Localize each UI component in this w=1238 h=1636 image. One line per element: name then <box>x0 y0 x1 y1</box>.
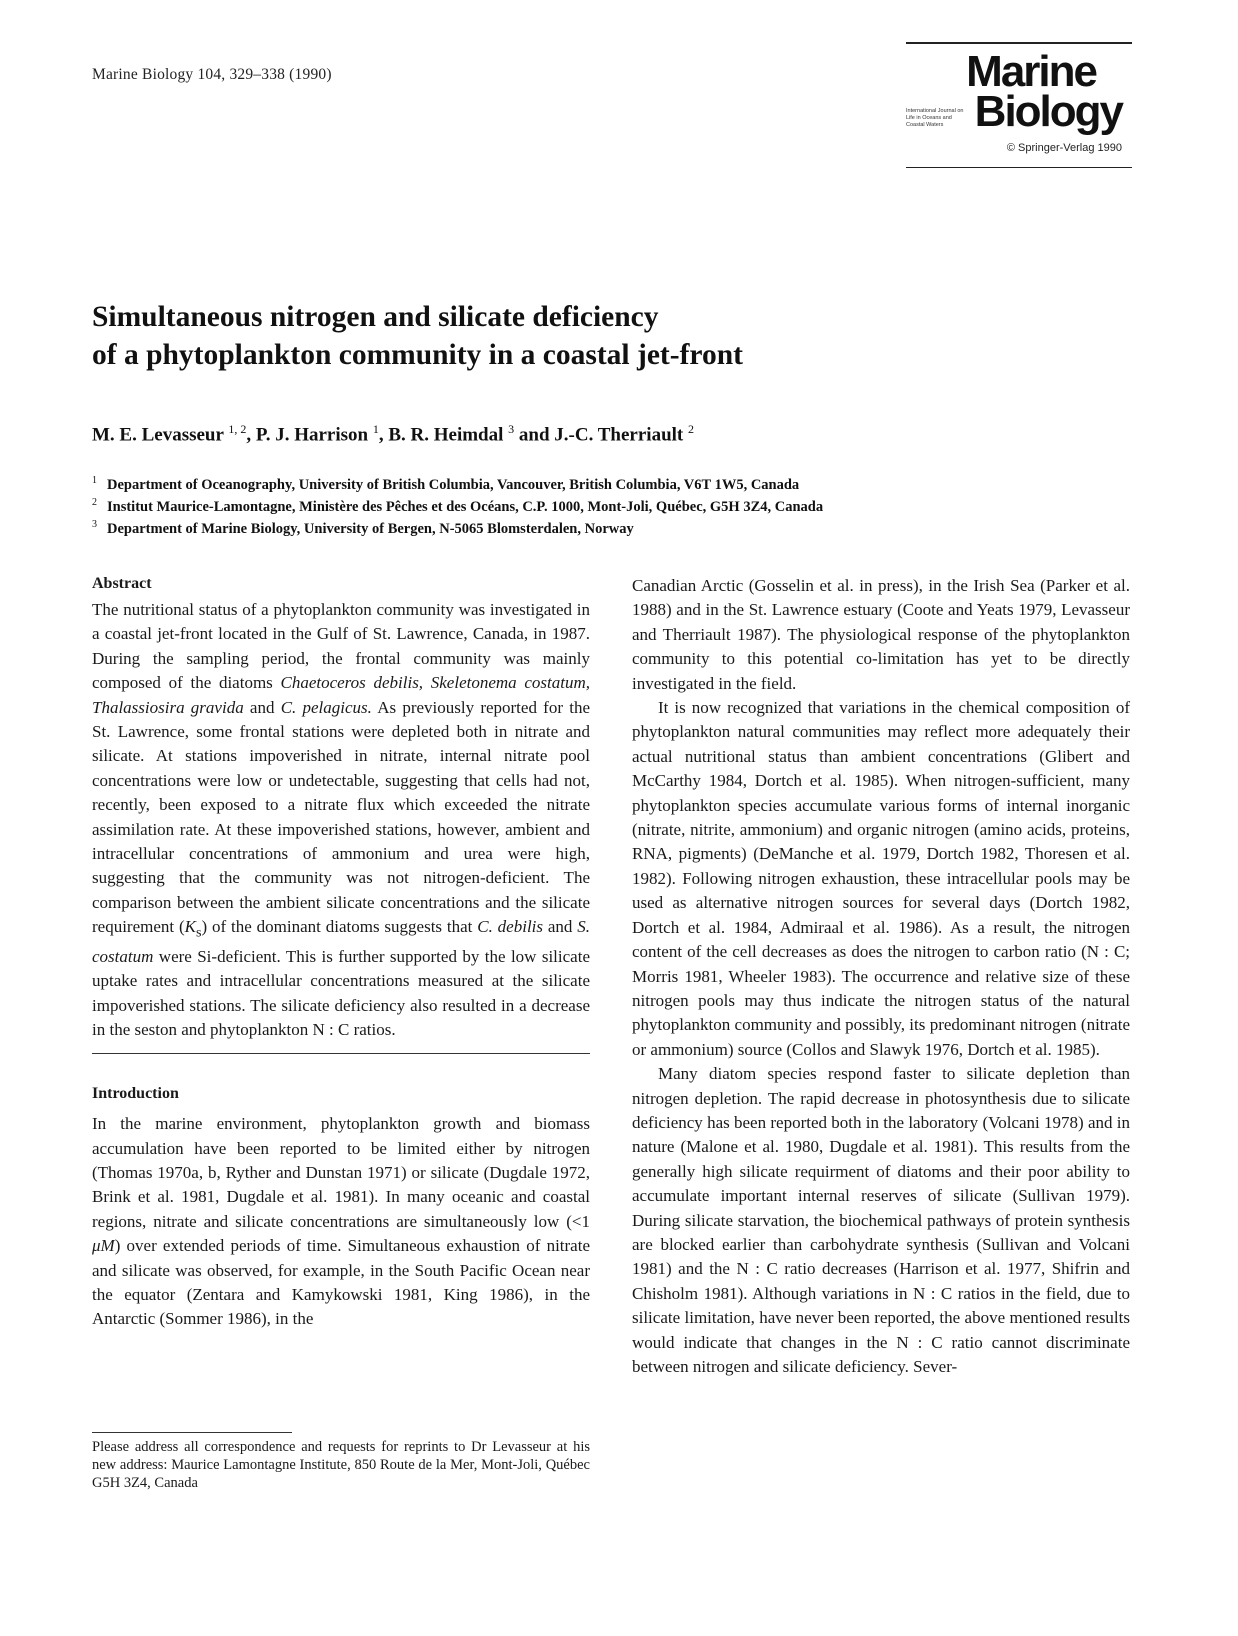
abstract-text: and <box>243 697 281 717</box>
author-separator: , <box>246 424 256 446</box>
author-name: M. E. Levasseur <box>92 424 224 446</box>
right-column <box>632 574 1130 1379</box>
introduction-text: In the marine environment, phytoplankton growth and biomass accumulation have been reported to be limited either by nitrogen (Thomas 1970a, b, Ryther and Dunstan 1971) or silicate (Dugdale 1972, Brink et al. 1981, Dugdale et al. 1981). In many oceanic and coastal regions, nitrate and silicate concentrations are simultaneously low (<1 <box>92 1114 590 1231</box>
logo-bottom-rule <box>906 167 1132 169</box>
species-name: C. debilis <box>477 917 544 937</box>
unit-micromolar: μM <box>92 1236 115 1256</box>
species-name: C. pelagicus. <box>280 697 372 717</box>
species-name: S. costatum <box>92 917 591 967</box>
affiliation-number: 3 <box>92 518 97 530</box>
introduction-text: ) over extended periods of time. Simultaneous exhaustion of nitrate and silicate was observed, for example, in the South Pacific Ocean near the equator (Zentara and Kamykowski 1981, King 1986), in the Antarctic (Sommer 1986), in the <box>92 1236 590 1329</box>
affiliation-text: Department of Oceanography, University of British Columbia, Vancouver, British Columbia, V6T 1W5, Canada <box>107 476 800 493</box>
author-affil-mark: 1, 2 <box>228 422 247 436</box>
abstract-text: As previously reported for the St. Lawrence, some frontal stations were depleted both in nitrate and silicate. At stations impoverished in nitrate, internal nitrate pool concentrations were low or undetectable, suggesting that cells had not, recently, been exposed to a nitrate flux which exceeded the nitrate assimilation rate. At these impoverished stations, however, ambient and intracellular concentrations of ammonium and urea were high, suggesting that the community was not nitrogen-deficient. The comparison between the ambient silicate concentrations and the silicate requirement ( <box>92 697 590 937</box>
abstract-heading: Abstract <box>92 575 152 592</box>
abstract-text: were Si-deficient. This is further supported by the low silicate uptake rates and intracellular concentrations measured at the silicate impoverished stations. The silicate deficiency also resulted in a decrease in the seston and phytoplankton N : C ratios. <box>92 947 590 1040</box>
title-line-2: of a phytoplankton community in a coastal jet-front <box>92 339 743 371</box>
paper-title <box>92 298 1092 374</box>
affiliation-number: 1 <box>92 475 97 486</box>
author-separator: , <box>378 424 389 446</box>
affiliation-text: Department of Marine Biology, University of Bergen, N-5065 Blomsterdalen, Norway <box>107 520 634 537</box>
author-separator: and <box>514 424 555 446</box>
logo-biology-word: Biology <box>974 87 1122 136</box>
copyright-notice: © Springer-Verlag 1990 <box>1006 142 1122 154</box>
abstract-paragraph <box>92 598 590 1043</box>
abstract-divider <box>92 1053 590 1055</box>
author-name: P. J. Harrison <box>255 424 369 446</box>
affiliation-item <box>92 494 823 516</box>
journal-reference: Marine Biology 104, 329–338 (1990) <box>92 66 332 83</box>
ks-subscript: s <box>196 924 202 941</box>
introduction-heading: Introduction <box>92 1085 179 1103</box>
abstract-text: ) of the dominant diatoms suggests that <box>201 917 478 937</box>
abstract-text: The nutritional status of a phytoplankton community was investigated in a coastal jet-front located in the Gulf of St. Lawrence, Canada, in 1987. During the sampling period, the frontal community was mainly composed of the diatoms <box>92 600 590 693</box>
author-name: B. R. Heimdal <box>388 424 504 446</box>
journal-logo <box>906 42 1132 168</box>
logo-tagline: International Journal on Life in Oceans and Coastal Waters <box>906 108 964 128</box>
author-affil-mark: 3 <box>508 422 515 436</box>
title-line-1: Simultaneous nitrogen and silicate deficiency <box>92 301 659 333</box>
abstract-text: and <box>543 917 578 937</box>
body-paragraph: Many diatom species respond faster to silicate depletion than nitrogen depletion. The rapid decrease in photosynthesis due to silicate deficiency has been reported both in the laboratory (Volcani 1978) and in nature (Malone et al. 1980, Dugdale et al. 1981). This results from the generally high silicate requirment of diatoms and their poor ability to accumulate important internal reserves of silicate (Sullivan 1979). During silicate starvation, the biochemical pathways of protein synthesis are blocked earlier than carbohydrate synthesis (Sullivan and Volcani 1981) and the N : C ratio decreases (Harrison et al. 1977, Shifrin and Chisholm 1981). Although variations in N : C ratios in the field, due to silicate limitation, have never been reported, the above mentioned results would indicate that changes in the N : C ratio cannot discriminate between nitrogen and silicate deficiency. Sever- <box>632 1064 1130 1376</box>
left-column <box>92 574 590 1332</box>
introduction-paragraph <box>92 1112 590 1332</box>
author-affil-mark: 2 <box>688 422 694 436</box>
body-paragraph: Canadian Arctic (Gosselin et al. in press), in the Irish Sea (Parker et al. 1988) and in the St. Lawrence estuary (Coote and Yeats 1979, Levasseur and Therriault 1987). The physiological response of the phytoplankton community to this potential co-limitation has yet to be directly investigated in the field. <box>632 576 1130 693</box>
affiliation-list <box>92 472 823 537</box>
author-list <box>92 422 694 446</box>
species-names: Chaetoceros debilis, Skeletonema costatum, Thalassiosira gravida <box>92 673 590 717</box>
correspondence-footnote: Please address all correspondence and requests for reprints to Dr Levasseur at his new address: Maurice Lamontagne Institute, 850 Route de la Mer, Mont-Joli, Québec G5H 3Z4, Canada <box>92 1439 590 1491</box>
author-affil-mark: 1 <box>372 422 379 436</box>
affiliation-text: Institut Maurice-Lamontagne, Ministère des Pêches et des Océans, C.P. 1000, Mont-Joli, Québec, G5H 3Z4, Canada <box>107 498 824 515</box>
footnote-divider <box>92 1432 292 1433</box>
affiliation-item <box>92 472 823 494</box>
ks-symbol: K <box>184 917 196 937</box>
body-paragraph: It is now recognized that variations in the chemical composition of phytoplankton natural communities may reflect more adequately their actual nutritional status than ambient concentrations (Glibert and McCarthy 1984, Dortch et al. 1985). When nitrogen-sufficient, many phytoplankton species accumulate various forms of internal inorganic (nitrate, nitrite, ammonium) and organic nitrogen (amino acids, proteins, RNA, pigments) (DeManche et al. 1979, Dortch 1982, Thoresen et al. 1982). Following nitrogen exhaustion, these intracellular pools may be used as alternative nitrogen sources for several days (Dortch 1982, Dortch et al. 1984, Admiraal et al. 1986). As a result, the nitrogen content of the cell decreases as does the nitrogen to carbon ratio (N : C; Morris 1981, Wheeler 1983). The occurrence and relative size of these nitrogen pools may thus indicate the nitrogen status of the natural phytoplankton community and possibly, its predominant nitrogen (nitrate or ammonium) source (Collos and Slawyk 1976, Dortch et al. 1985). <box>632 698 1130 1059</box>
logo-marine-word: Marine <box>966 47 1096 96</box>
affiliation-item <box>92 516 823 538</box>
author-name: J.-C. Therriault <box>554 424 684 446</box>
affiliation-number: 2 <box>92 496 97 508</box>
logo-top-rule <box>906 42 1132 44</box>
